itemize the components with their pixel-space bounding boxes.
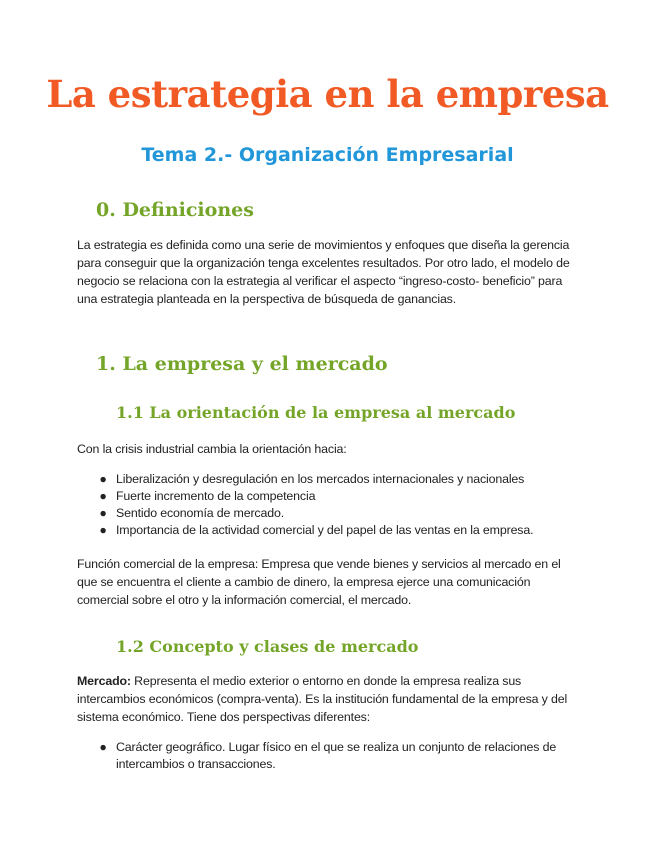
bullet-icon: ● — [99, 506, 107, 520]
subsection-heading-orientacion: 1.1 La orientación de la empresa al mercado — [116, 403, 516, 422]
funcion-comercial-paragraph: Función comercial de la empresa: Empresa que vende bienes y servicios al mercado en el que se encuentra el cliente a cambio de dinero, la empresa ejerce una comunicación comercial sobre el otro y la información comercial, el mercado. — [77, 557, 561, 607]
list-item-text: Liberalización y desregulación en los mercados internacionales y nacionales — [116, 472, 525, 486]
section-heading-definiciones: 0. Definiciones — [96, 199, 254, 221]
section-heading-empresa-mercado: 1. La empresa y el mercado — [96, 353, 388, 375]
definiciones-paragraph: La estrategia es definida como una serie de movimientos y enfoques que diseña la gerencia para conseguir que la organización tenga excelentes resultados. Por otro lado, el modelo de negocio se relaciona con la estrategia al verificar el aspecto “ingreso-costo- beneficio” para una estrategia planteada en la perspectiva de búsqueda de ganancias. — [77, 238, 570, 306]
list-item-text: Importancia de la actividad comercial y del papel de las ventas en la empresa. — [116, 523, 534, 537]
list-item — [77, 522, 577, 539]
mercado-definition-paragraph — [77, 672, 577, 726]
mercado-definition-text: Representa el medio exterior o entorno en donde la empresa realiza sus intercambios económicos (compra-venta). Es la institución fundamental de la empresa y del sistema económico. Tiene dos perspectivas diferentes: — [77, 674, 568, 724]
document-subtitle: Tema 2.- Organización Empresarial — [141, 144, 514, 166]
list-item-text: Carácter geográfico. Lugar físico en el que se realiza un conjunto de relaciones de intercambios o transacciones. — [116, 740, 557, 771]
orientacion-intro: Con la crisis industrial cambia la orientación hacia: — [77, 442, 347, 456]
bullet-icon: ● — [99, 489, 107, 503]
list-item — [77, 471, 577, 488]
bullet-icon: ● — [99, 523, 107, 537]
list-item — [77, 739, 577, 773]
bullet-icon: ● — [99, 472, 107, 486]
mercado-bullet-list — [77, 739, 577, 773]
list-item — [77, 505, 577, 522]
list-item — [77, 488, 577, 505]
document-title: La estrategia en la empresa — [46, 72, 609, 116]
bullet-icon: ● — [99, 740, 107, 754]
list-item-text: Sentido economía de mercado. — [116, 506, 284, 520]
mercado-term: Mercado: — [77, 674, 131, 688]
list-item-text: Fuerte incremento de la competencia — [116, 489, 316, 503]
orientacion-bullet-list — [77, 471, 577, 539]
subsection-heading-concepto-mercado: 1.2 Concepto y clases de mercado — [116, 637, 419, 656]
